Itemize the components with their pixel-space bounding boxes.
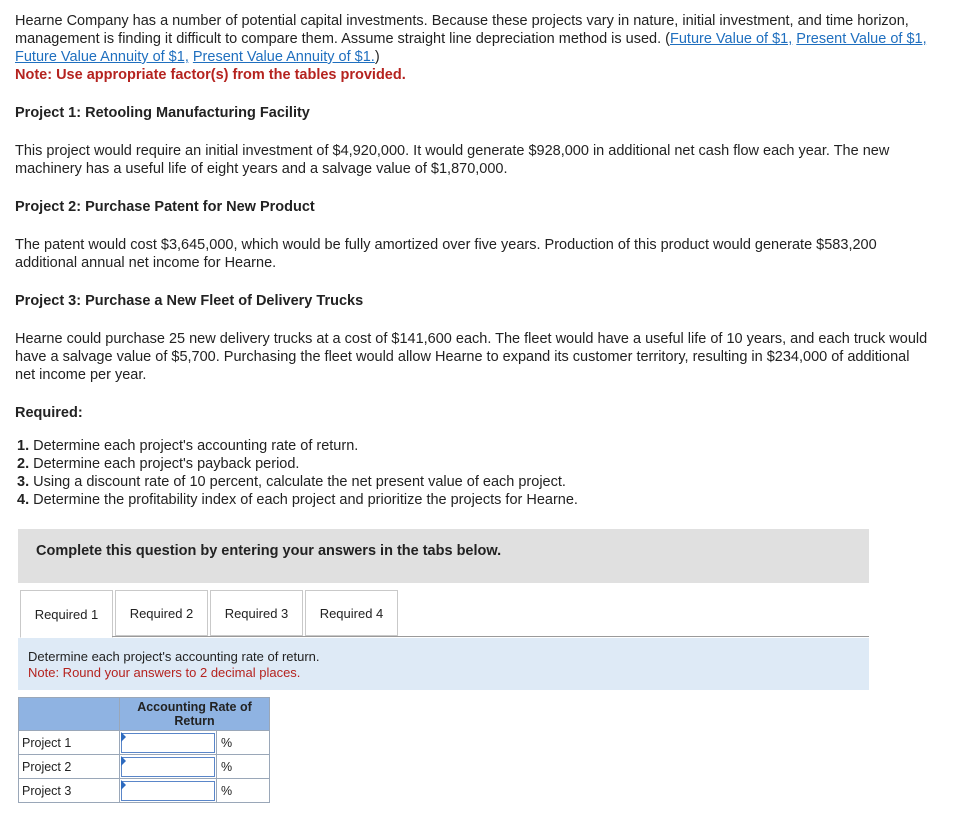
link-future-value-annuity[interactable]: Future Value Annuity of $1,	[15, 49, 189, 65]
tab-required-3[interactable]: Required 3	[210, 590, 303, 636]
required-item-text: Determine the profitability index of each project and prioritize the projects for Hearne.	[33, 492, 578, 508]
row-label: Project 3	[19, 779, 120, 803]
tab-required-2[interactable]: Required 2	[115, 590, 208, 636]
table-row	[19, 779, 270, 803]
link-present-value-annuity[interactable]: Present Value Annuity of $1.	[192, 49, 375, 65]
row-label: Project 2	[19, 755, 120, 779]
required-item	[17, 437, 578, 455]
required-heading: Required:	[15, 405, 83, 421]
intro-text: Hearne Company has a number of potential capital investments. Because these projects vary in nature, initial investment, and time horizon, management is finding it difficult to compare them. Assume straight line depreciation method is used. (	[15, 13, 909, 47]
tab-divider	[112, 636, 869, 637]
required-item-text: Using a discount rate of 10 percent, calculate the net present value of each project.	[33, 474, 566, 490]
project-1-body: This project would require an initial investment of $4,920,000. It would generate $928,000 in additional net cash flow each year. The new machinery has a useful life of eight years and a salvage value of $1,870,000.	[15, 143, 890, 177]
unit-percent: %	[217, 779, 270, 803]
required-item	[17, 473, 578, 491]
tab-instructions	[18, 638, 869, 690]
required-item-number: 1.	[17, 438, 30, 454]
project-3-body: Hearne could purchase 25 new delivery trucks at a cost of $141,600 each. The fleet would have a useful life of 10 years, and each truck would have a salvage value of $5,700. Purchasing the fleet would allow Hearne to expand its customer territory, resulting in $234,000 of additional net income per year.	[15, 331, 928, 383]
input-marker-icon	[121, 756, 126, 766]
project-3-title: Project 3: Purchase a New Fleet of Delivery Trucks	[15, 293, 364, 309]
table-header-arr: Accounting Rate of Return	[120, 698, 270, 731]
tab-required-4[interactable]: Required 4	[305, 590, 398, 636]
input-cell	[120, 779, 217, 803]
required-item	[17, 455, 578, 473]
input-marker-icon	[121, 780, 126, 790]
input-cell	[120, 731, 217, 755]
intro-close-paren: )	[374, 49, 380, 65]
tab-required-1[interactable]: Required 1	[20, 590, 113, 638]
table-header-blank	[19, 698, 120, 731]
required-item-text: Determine each project's accounting rate of return.	[33, 438, 359, 454]
table-header-row	[19, 698, 270, 731]
project-2-arr-input[interactable]	[121, 757, 215, 777]
input-cell	[120, 755, 217, 779]
table-row	[19, 731, 270, 755]
required-list	[17, 437, 578, 509]
project-3-arr-input[interactable]	[121, 781, 215, 801]
required-item-text: Determine each project's payback period.	[33, 456, 300, 472]
required-item-number: 2.	[17, 456, 30, 472]
link-future-value[interactable]: Future Value of $1,	[670, 31, 793, 47]
required-item-number: 4.	[17, 492, 30, 508]
project-1-arr-input[interactable]	[121, 733, 215, 753]
banner-text: Complete this question by entering your answers in the tabs below.	[36, 543, 502, 559]
instructions-note: Note: Round your answers to 2 decimal places.	[28, 665, 301, 680]
instructions-text: Determine each project's accounting rate of return.	[28, 649, 320, 664]
required-item	[17, 491, 578, 509]
table-row	[19, 755, 270, 779]
project-1-title: Project 1: Retooling Manufacturing Facility	[15, 105, 310, 121]
project-2-body: The patent would cost $3,645,000, which would be fully amortized over five years. Production of this product would generate $583,200 additional annual net income for Hearne.	[15, 237, 877, 271]
required-item-number: 3.	[17, 474, 30, 490]
row-label: Project 1	[19, 731, 120, 755]
intro-paragraph	[15, 12, 935, 66]
project-2-title: Project 2: Purchase Patent for New Product	[15, 199, 315, 215]
instruction-banner	[18, 529, 869, 583]
intro-note: Note: Use appropriate factor(s) from the tables provided.	[15, 67, 406, 83]
unit-percent: %	[217, 755, 270, 779]
input-marker-icon	[121, 732, 126, 742]
unit-percent: %	[217, 731, 270, 755]
accounting-rate-table	[18, 697, 270, 803]
link-present-value[interactable]: Present Value of $1,	[796, 31, 927, 47]
